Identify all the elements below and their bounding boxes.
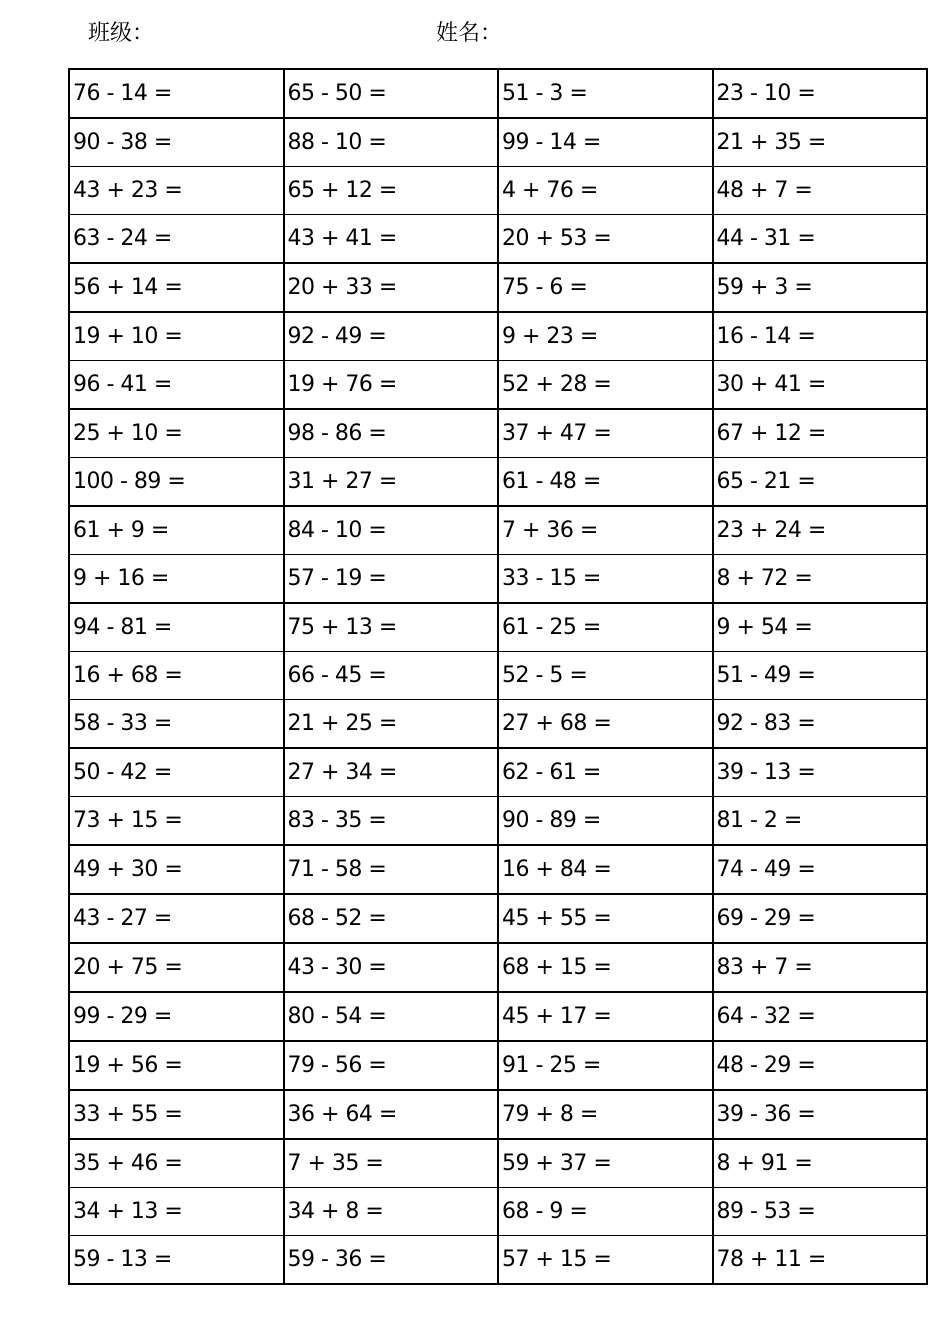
problem-row [69, 1041, 927, 1090]
problem-cell: 27 + 68 = [498, 700, 713, 749]
problem-cell: 20 + 53 = [498, 215, 713, 264]
problem-cell: 71 - 58 = [284, 845, 499, 894]
problem-cell: 99 - 29 = [69, 992, 284, 1041]
problem-row [69, 652, 927, 700]
problem-row [69, 312, 927, 361]
problem-cell: 89 - 53 = [713, 1188, 928, 1236]
problem-cell: 33 - 15 = [498, 555, 713, 604]
problem-row [69, 215, 927, 264]
problem-cell: 52 + 28 = [498, 361, 713, 410]
problem-cell: 84 - 10 = [284, 506, 499, 555]
problem-cell: 81 - 2 = [713, 797, 928, 846]
problem-cell: 96 - 41 = [69, 361, 284, 410]
problem-cell: 78 + 11 = [713, 1236, 928, 1285]
problem-cell: 9 + 54 = [713, 603, 928, 652]
worksheet-body [69, 69, 927, 1284]
problem-row [69, 1090, 927, 1139]
problem-cell: 49 + 30 = [69, 845, 284, 894]
problem-cell: 62 - 61 = [498, 748, 713, 797]
problem-cell: 98 - 86 = [284, 409, 499, 458]
problem-cell: 16 - 14 = [713, 312, 928, 361]
problem-row [69, 361, 927, 410]
problem-cell: 64 - 32 = [713, 992, 928, 1041]
problem-cell: 20 + 33 = [284, 263, 499, 312]
problem-cell: 43 - 30 = [284, 943, 499, 992]
problem-cell: 27 + 34 = [284, 748, 499, 797]
problem-cell: 61 - 48 = [498, 458, 713, 507]
problem-cell: 88 - 10 = [284, 118, 499, 167]
problem-row [69, 263, 927, 312]
problem-cell: 33 + 55 = [69, 1090, 284, 1139]
problem-cell: 4 + 76 = [498, 167, 713, 215]
problem-row [69, 1139, 927, 1188]
problem-row [69, 1188, 927, 1236]
problem-cell: 8 + 91 = [713, 1139, 928, 1188]
problem-cell: 83 + 7 = [713, 943, 928, 992]
problem-cell: 52 - 5 = [498, 652, 713, 700]
problem-cell: 65 - 50 = [284, 69, 499, 118]
problem-cell: 19 + 56 = [69, 1041, 284, 1090]
problem-cell: 57 + 15 = [498, 1236, 713, 1285]
problem-cell: 30 + 41 = [713, 361, 928, 410]
problem-cell: 35 + 46 = [69, 1139, 284, 1188]
problem-cell: 51 - 49 = [713, 652, 928, 700]
problem-cell: 16 + 68 = [69, 652, 284, 700]
problem-cell: 21 + 25 = [284, 700, 499, 749]
problem-cell: 75 + 13 = [284, 603, 499, 652]
problem-cell: 43 + 23 = [69, 167, 284, 215]
problem-cell: 34 + 8 = [284, 1188, 499, 1236]
problem-cell: 31 + 27 = [284, 458, 499, 507]
problem-cell: 65 - 21 = [713, 458, 928, 507]
problem-cell: 36 + 64 = [284, 1090, 499, 1139]
problem-cell: 43 - 27 = [69, 894, 284, 943]
problem-cell: 76 - 14 = [69, 69, 284, 118]
problem-cell: 79 - 56 = [284, 1041, 499, 1090]
problem-row [69, 118, 927, 167]
problem-cell: 44 - 31 = [713, 215, 928, 264]
problem-cell: 80 - 54 = [284, 992, 499, 1041]
problem-row [69, 943, 927, 992]
problem-cell: 69 - 29 = [713, 894, 928, 943]
problem-row [69, 506, 927, 555]
problem-cell: 25 + 10 = [69, 409, 284, 458]
problem-cell: 48 - 29 = [713, 1041, 928, 1090]
problem-cell: 45 + 17 = [498, 992, 713, 1041]
problem-cell: 61 + 9 = [69, 506, 284, 555]
problem-row [69, 69, 927, 118]
problem-row [69, 603, 927, 652]
problem-cell: 51 - 3 = [498, 69, 713, 118]
problem-cell: 8 + 72 = [713, 555, 928, 604]
problem-cell: 91 - 25 = [498, 1041, 713, 1090]
problem-cell: 7 + 35 = [284, 1139, 499, 1188]
problem-cell: 90 - 89 = [498, 797, 713, 846]
problem-cell: 43 + 41 = [284, 215, 499, 264]
problem-cell: 19 + 76 = [284, 361, 499, 410]
problem-cell: 23 + 24 = [713, 506, 928, 555]
problem-row [69, 992, 927, 1041]
problem-cell: 7 + 36 = [498, 506, 713, 555]
problem-cell: 92 - 83 = [713, 700, 928, 749]
problem-row [69, 555, 927, 604]
problem-cell: 68 + 15 = [498, 943, 713, 992]
problem-cell: 68 - 9 = [498, 1188, 713, 1236]
problem-cell: 57 - 19 = [284, 555, 499, 604]
class-label: 班级： [88, 21, 155, 46]
problem-cell: 59 + 37 = [498, 1139, 713, 1188]
problem-row [69, 167, 927, 215]
problem-cell: 74 - 49 = [713, 845, 928, 894]
problem-row [69, 845, 927, 894]
problem-cell: 75 - 6 = [498, 263, 713, 312]
problem-cell: 65 + 12 = [284, 167, 499, 215]
problem-cell: 16 + 84 = [498, 845, 713, 894]
problem-cell: 59 + 3 = [713, 263, 928, 312]
problem-cell: 39 - 36 = [713, 1090, 928, 1139]
problem-row [69, 748, 927, 797]
problem-cell: 50 - 42 = [69, 748, 284, 797]
problem-cell: 37 + 47 = [498, 409, 713, 458]
problem-cell: 23 - 10 = [713, 69, 928, 118]
problem-cell: 90 - 38 = [69, 118, 284, 167]
problem-row [69, 797, 927, 846]
problem-cell: 68 - 52 = [284, 894, 499, 943]
problem-cell: 63 - 24 = [69, 215, 284, 264]
problem-cell: 45 + 55 = [498, 894, 713, 943]
problem-cell: 67 + 12 = [713, 409, 928, 458]
problem-cell: 100 - 89 = [69, 458, 284, 507]
problem-cell: 61 - 25 = [498, 603, 713, 652]
problem-cell: 73 + 15 = [69, 797, 284, 846]
problem-cell: 21 + 35 = [713, 118, 928, 167]
problem-cell: 9 + 23 = [498, 312, 713, 361]
problem-cell: 99 - 14 = [498, 118, 713, 167]
problem-cell: 59 - 13 = [69, 1236, 284, 1285]
problem-row [69, 700, 927, 749]
problem-cell: 58 - 33 = [69, 700, 284, 749]
problem-row [69, 894, 927, 943]
problem-cell: 59 - 36 = [284, 1236, 499, 1285]
problem-cell: 83 - 35 = [284, 797, 499, 846]
problem-cell: 20 + 75 = [69, 943, 284, 992]
problem-row [69, 409, 927, 458]
problem-cell: 94 - 81 = [69, 603, 284, 652]
problem-cell: 39 - 13 = [713, 748, 928, 797]
problem-cell: 19 + 10 = [69, 312, 284, 361]
name-label: 姓名： [436, 21, 503, 46]
problem-cell: 56 + 14 = [69, 263, 284, 312]
problem-cell: 66 - 45 = [284, 652, 499, 700]
problem-cell: 48 + 7 = [713, 167, 928, 215]
arithmetic-worksheet-table [68, 68, 928, 1285]
problem-row [69, 1236, 927, 1285]
problem-cell: 9 + 16 = [69, 555, 284, 604]
problem-row [69, 458, 927, 507]
problem-cell: 34 + 13 = [69, 1188, 284, 1236]
problem-cell: 92 - 49 = [284, 312, 499, 361]
problem-cell: 79 + 8 = [498, 1090, 713, 1139]
